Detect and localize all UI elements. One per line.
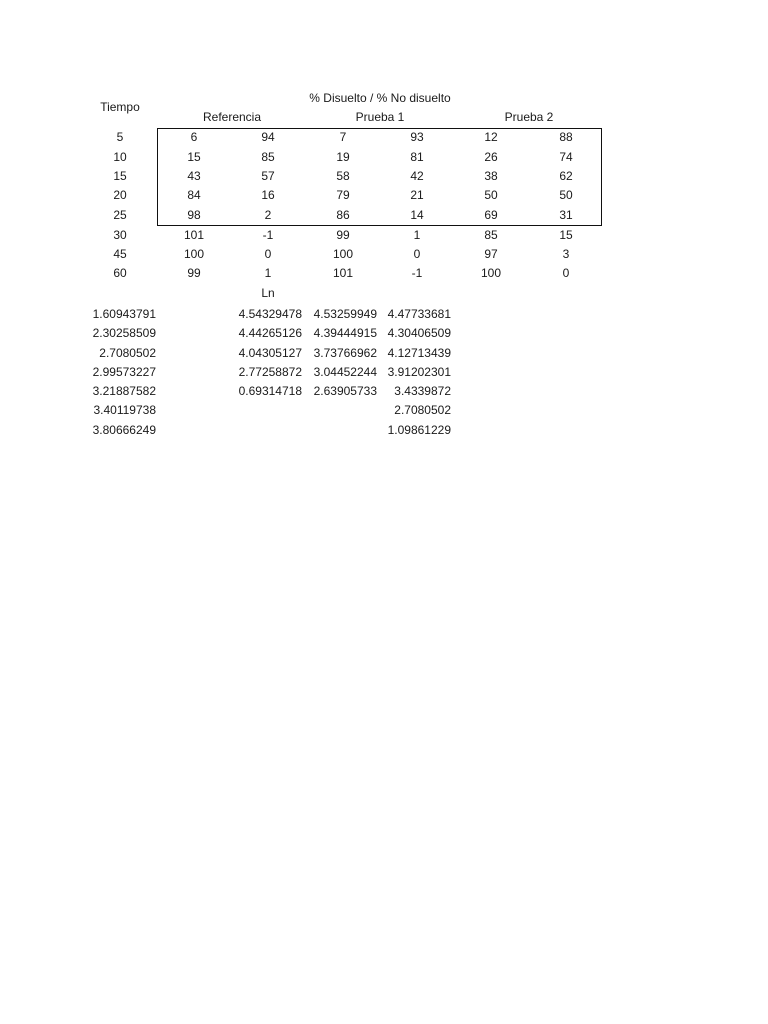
- value-cell: 19: [336, 150, 350, 164]
- value-cell: 26: [484, 150, 498, 164]
- ln-value-cell: 3.73766962: [313, 346, 377, 360]
- ln-time-cell: 3.21887582: [92, 384, 156, 398]
- value-cell: 15: [559, 228, 573, 242]
- value-cell: 100: [332, 247, 354, 261]
- value-cell: 74: [559, 150, 573, 164]
- ln-time-cell: 3.40119738: [93, 403, 156, 417]
- value-cell: 42: [410, 169, 424, 183]
- value-cell: 81: [410, 150, 424, 164]
- tiempo-header: Tiempo: [100, 100, 140, 114]
- time-cell: 20: [113, 188, 127, 202]
- value-cell: 100: [183, 247, 205, 261]
- value-cell: 99: [187, 266, 201, 280]
- ln-time-cell: 2.7080502: [99, 346, 156, 360]
- value-cell: 88: [559, 130, 573, 144]
- group-header-prueba-1: Prueba 1: [355, 110, 405, 124]
- value-cell: 21: [410, 188, 424, 202]
- value-cell: 99: [336, 228, 350, 242]
- ln-time-cell: 3.80666249: [92, 423, 156, 437]
- value-cell: 0: [413, 247, 421, 261]
- time-cell: 5: [116, 130, 124, 144]
- ln-value-cell: 3.04452244: [313, 365, 377, 379]
- ln-value-cell: 4.39444915: [313, 326, 377, 340]
- value-cell: -1: [262, 228, 274, 242]
- highlight-border: [157, 128, 602, 226]
- value-cell: 98: [187, 208, 201, 222]
- ln-value-cell: 4.44265126: [238, 326, 302, 340]
- ln-value-cell: 4.47733681: [387, 307, 451, 321]
- value-cell: 38: [484, 169, 498, 183]
- value-cell: 50: [484, 188, 498, 202]
- value-cell: 7: [339, 130, 347, 144]
- ln-time-cell: 1.60943791: [92, 307, 156, 321]
- ln-value-cell: 4.54329478: [238, 307, 302, 321]
- value-cell: 50: [559, 188, 573, 202]
- ln-value-cell: 0.69314718: [238, 384, 302, 398]
- main-header: % Disuelto / % No disuelto: [309, 91, 451, 105]
- time-cell: 60: [113, 266, 127, 280]
- value-cell: -1: [411, 266, 423, 280]
- ln-value-cell: 3.4339872: [394, 384, 451, 398]
- value-cell: 100: [480, 266, 502, 280]
- ln-value-cell: 2.63905733: [313, 384, 377, 398]
- ln-value-cell: 4.30406509: [387, 326, 451, 340]
- value-cell: 1: [264, 266, 272, 280]
- value-cell: 12: [484, 130, 498, 144]
- time-cell: 10: [113, 150, 127, 164]
- value-cell: 31: [559, 208, 573, 222]
- value-cell: 14: [410, 208, 424, 222]
- value-cell: 69: [484, 208, 498, 222]
- time-cell: 15: [113, 169, 127, 183]
- ln-time-cell: 2.99573227: [92, 365, 156, 379]
- ln-header: Ln: [261, 286, 275, 300]
- value-cell: 62: [559, 169, 573, 183]
- value-cell: 94: [261, 130, 275, 144]
- value-cell: 6: [190, 130, 198, 144]
- value-cell: 93: [410, 130, 424, 144]
- value-cell: 101: [183, 228, 205, 242]
- ln-value-cell: 1.09861229: [387, 423, 451, 437]
- time-cell: 45: [113, 247, 127, 261]
- value-cell: 85: [261, 150, 275, 164]
- value-cell: 84: [187, 188, 201, 202]
- value-cell: 101: [332, 266, 354, 280]
- ln-value-cell: 4.53259949: [313, 307, 377, 321]
- value-cell: 0: [562, 266, 570, 280]
- value-cell: 43: [187, 169, 201, 183]
- value-cell: 58: [336, 169, 350, 183]
- value-cell: 16: [261, 188, 275, 202]
- value-cell: 0: [264, 247, 272, 261]
- value-cell: 1: [413, 228, 421, 242]
- value-cell: 15: [187, 150, 201, 164]
- ln-value-cell: 4.12713439: [387, 346, 451, 360]
- ln-value-cell: 2.7080502: [394, 403, 451, 417]
- time-cell: 25: [113, 208, 127, 222]
- group-header-referencia: Referencia: [202, 110, 262, 124]
- ln-time-cell: 2.30258509: [92, 326, 156, 340]
- ln-value-cell: 3.91202301: [387, 365, 451, 379]
- value-cell: 2: [264, 208, 272, 222]
- group-header-prueba-2: Prueba 2: [504, 110, 554, 124]
- time-cell: 30: [113, 228, 127, 242]
- ln-value-cell: 4.04305127: [238, 346, 302, 360]
- value-cell: 79: [336, 188, 350, 202]
- value-cell: 86: [336, 208, 350, 222]
- ln-value-cell: 2.77258872: [238, 365, 302, 379]
- value-cell: 3: [562, 247, 570, 261]
- value-cell: 97: [484, 247, 498, 261]
- value-cell: 85: [484, 228, 498, 242]
- value-cell: 57: [261, 169, 275, 183]
